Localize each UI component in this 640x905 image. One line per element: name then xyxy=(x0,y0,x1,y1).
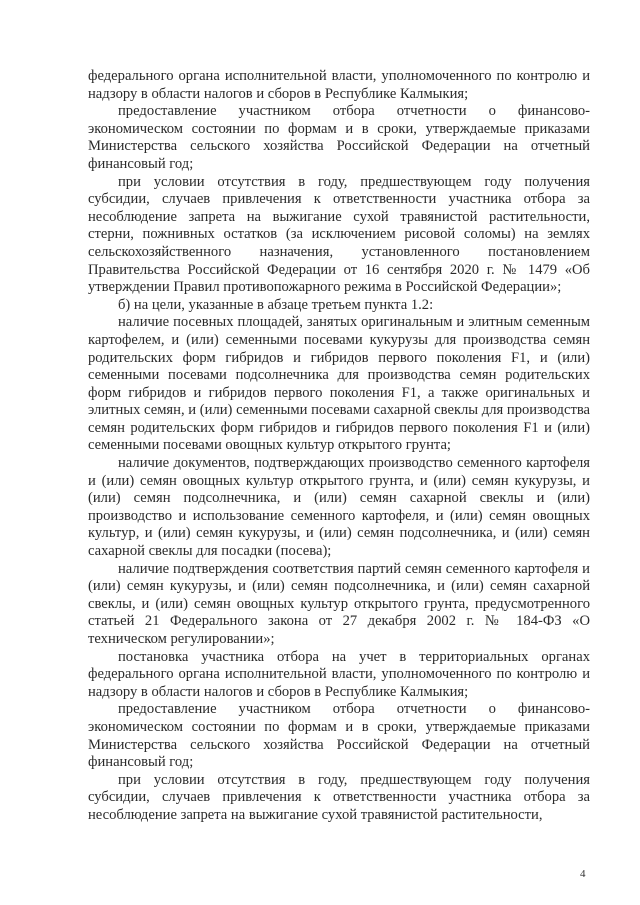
paragraph: федерального органа исполнительной власти, уполномоченного по контролю и надзору в области налогов и сборов в Республике Калмыкия; xyxy=(88,68,590,102)
paragraph: при условии отсутствия в году, предшествующем году получения субсидии, случаев привлечения к ответственности участника отбора за несоблюдение запрета на выжигание сухой травянистой растительности, стерни, пожнивных остатков (за исключением рисовой соломы) на землях сельскохозяйственного назначения, установленного постановлением Правительства Российской Федерации от 16 сентября 2020 г. № 1479 «Об утверждении Правил противопожарного режима в Российской Федерации»; xyxy=(88,173,590,296)
paragraph: предоставление участником отбора отчетности о финансово-экономическом состоянии по формам и в сроки, утверждаемые приказами Министерства сельского хозяйства Российской Федерации на отчетный финансовый год; xyxy=(88,701,590,771)
paragraph: наличие подтверждения соответствия партий семян семенного картофеля и (или) семян кукурузы, и (или) семян подсолнечника, и (или) семян сахарной свеклы, и (или) семян овощных культур открытого грунта, предусмотренного статьей 21 Федерального закона от 27 декабря 2002 г. № 184-ФЗ «О техническом регулировании»; xyxy=(88,560,590,647)
page-number: 4 xyxy=(580,868,586,880)
paragraph-subheading: б) на цели, указанные в абзаце третьем пункта 1.2: xyxy=(118,296,434,313)
paragraph: наличие посевных площадей, занятых оригинальным и элитным семенным картофелем, и (или) семенными посевами кукурузы для производства семян родительских форм гибридов и гибридов первого поколения F1, и (или) семенными посевами подсолнечника для производства семян родительских форм гибридов и гибридов первого поколения F1, а также оригинальных и элитных семян, и (или) семенными посевами сахарной свеклы для производства семян родительских форм гибридов и гибридов первого поколения F1 и (или) семенными посевами овощных культур открытого грунта; xyxy=(88,314,590,454)
page-body xyxy=(88,68,590,825)
paragraph: наличие документов, подтверждающих производство семенного картофеля и (или) семян овощных культур открытого грунта, и (или) семян кукурузы, и (или) семян подсолнечника, и (или) семян сахарной свеклы и (или) производство и использование семенного картофеля, и (или) семян овощных культур, и (или) семян кукурузы, и (или) семян подсолнечника, и (или) семян сахарной свеклы для посадки (посева); xyxy=(88,455,590,560)
paragraph: при условии отсутствия в году, предшествующем году получения субсидии, случаев привлечения к ответственности участника отбора за несоблюдение запрета на выжигание сухой травянистой растительности, xyxy=(88,771,590,823)
paragraph: постановка участника отбора на учет в территориальных органах федерального органа исполнительной власти, уполномоченного по контролю и надзору в области налогов и сборов в Республике Калмыкия; xyxy=(88,648,590,700)
paragraph: предоставление участником отбора отчетности о финансово-экономическом состоянии по формам и в сроки, утверждаемые приказами Министерства сельского хозяйства Российской Федерации на отчетный финансовый год; xyxy=(88,103,590,172)
